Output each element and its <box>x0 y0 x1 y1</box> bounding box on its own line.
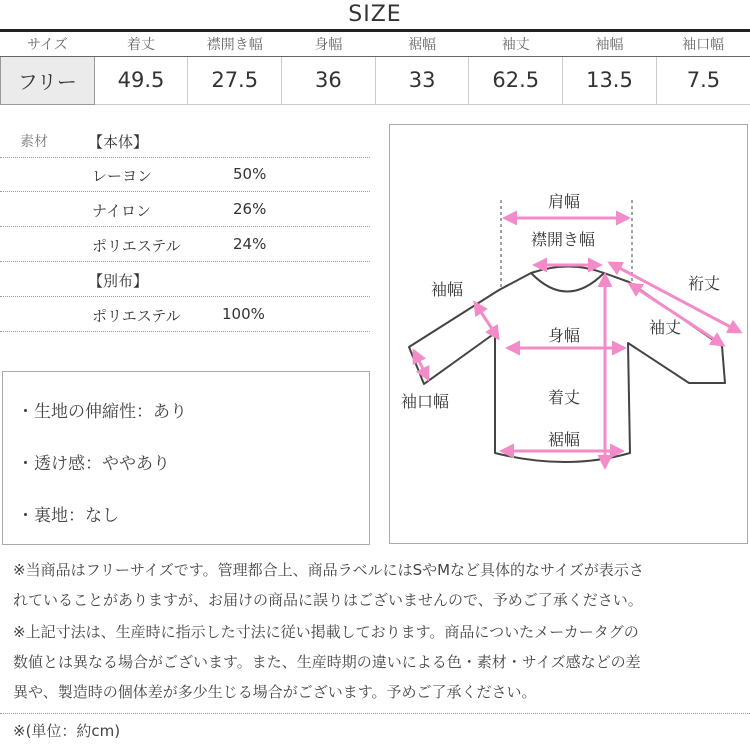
material-other-heading: 【別布】 <box>88 272 149 290</box>
feature-sheerness: ・透け感：ややあり <box>17 454 170 474</box>
features-box <box>2 371 370 545</box>
row-label-free: フリー <box>1 56 95 104</box>
notes-divider <box>0 713 750 714</box>
unit-note: ※(単位：約cm) <box>13 722 121 740</box>
value-body-width: 36 <box>282 56 376 104</box>
label-sleeve-length: 袖丈 <box>649 318 682 337</box>
material-name: ナイロン <box>92 202 151 220</box>
value-hem-width: 33 <box>375 56 469 104</box>
note-line: れていることがありますが、お届けの商品に誤りはございませんので、予めご了承ください。 <box>13 591 643 609</box>
garment-diagram <box>389 124 748 544</box>
label-neck-width: 襟開き幅 <box>531 230 596 249</box>
value-sleeve-length: 62.5 <box>469 56 563 104</box>
label-length: 着丈 <box>548 388 581 407</box>
note-line: ※当商品はフリーサイズです。管理都合上、商品ラベルにはSやMなど具体的なサイズが表示さ <box>13 561 644 579</box>
label-hem-width: 裾幅 <box>548 430 581 449</box>
header-body-width: 身幅 <box>282 32 376 56</box>
label-body-width: 身幅 <box>548 326 581 345</box>
material-row <box>0 298 370 332</box>
note-line: 異や、製造時の個体差が多少生じる場合がございます。予めご了承ください。 <box>13 683 537 701</box>
material-pct: 24% <box>233 235 267 253</box>
note-line: 数値とは異なる場合がございます。また、生産時期の違いによる色・素材・サイズ感などの差 <box>13 653 641 671</box>
header-length: 着丈 <box>94 32 188 56</box>
material-row <box>0 193 370 227</box>
feature-stretch: ・生地の伸縮性：あり <box>17 402 187 422</box>
material-label: 素材 <box>20 134 48 150</box>
size-table <box>0 32 750 105</box>
header-size: サイズ <box>1 32 95 56</box>
size-table-header-row <box>1 32 750 56</box>
feature-lining: ・裏地：なし <box>17 506 119 526</box>
size-title: SIZE <box>348 2 402 27</box>
value-sleeve-width: 13.5 <box>563 56 657 104</box>
material-main-heading: 【本体】 <box>88 133 149 151</box>
garment-svg <box>390 125 747 543</box>
header-neck-width: 襟開き幅 <box>188 32 282 56</box>
label-cuff-width: 袖口幅 <box>401 392 450 411</box>
material-name: レーヨン <box>92 167 153 185</box>
material-pct: 100% <box>222 305 265 323</box>
material-row-main-heading <box>0 124 370 158</box>
material-row <box>0 228 370 262</box>
header-sleeve-length: 袖丈 <box>469 32 563 56</box>
label-sleeve-width: 袖幅 <box>431 280 464 299</box>
label-yuki-length: 裄丈 <box>688 274 721 293</box>
material-name: ポリエステル <box>92 237 181 255</box>
label-shoulder-width: 肩幅 <box>548 192 581 211</box>
size-table-row <box>1 56 750 104</box>
material-row-other-heading <box>0 263 370 297</box>
header-sleeve-width: 袖幅 <box>563 32 657 56</box>
header-hem-width: 裾幅 <box>375 32 469 56</box>
material-pct: 50% <box>233 165 267 183</box>
material-pct: 26% <box>233 200 267 218</box>
material-row <box>0 158 370 192</box>
value-neck-width: 27.5 <box>188 56 282 104</box>
value-cuff-width: 7.5 <box>656 56 750 104</box>
value-length: 49.5 <box>94 56 188 104</box>
header-cuff-width: 袖口幅 <box>656 32 750 56</box>
note-line: ※上記寸法は、生産時に指示した寸法に従い掲載しております。商品についたメーカータグの <box>13 623 639 641</box>
material-name: ポリエステル <box>92 307 181 325</box>
